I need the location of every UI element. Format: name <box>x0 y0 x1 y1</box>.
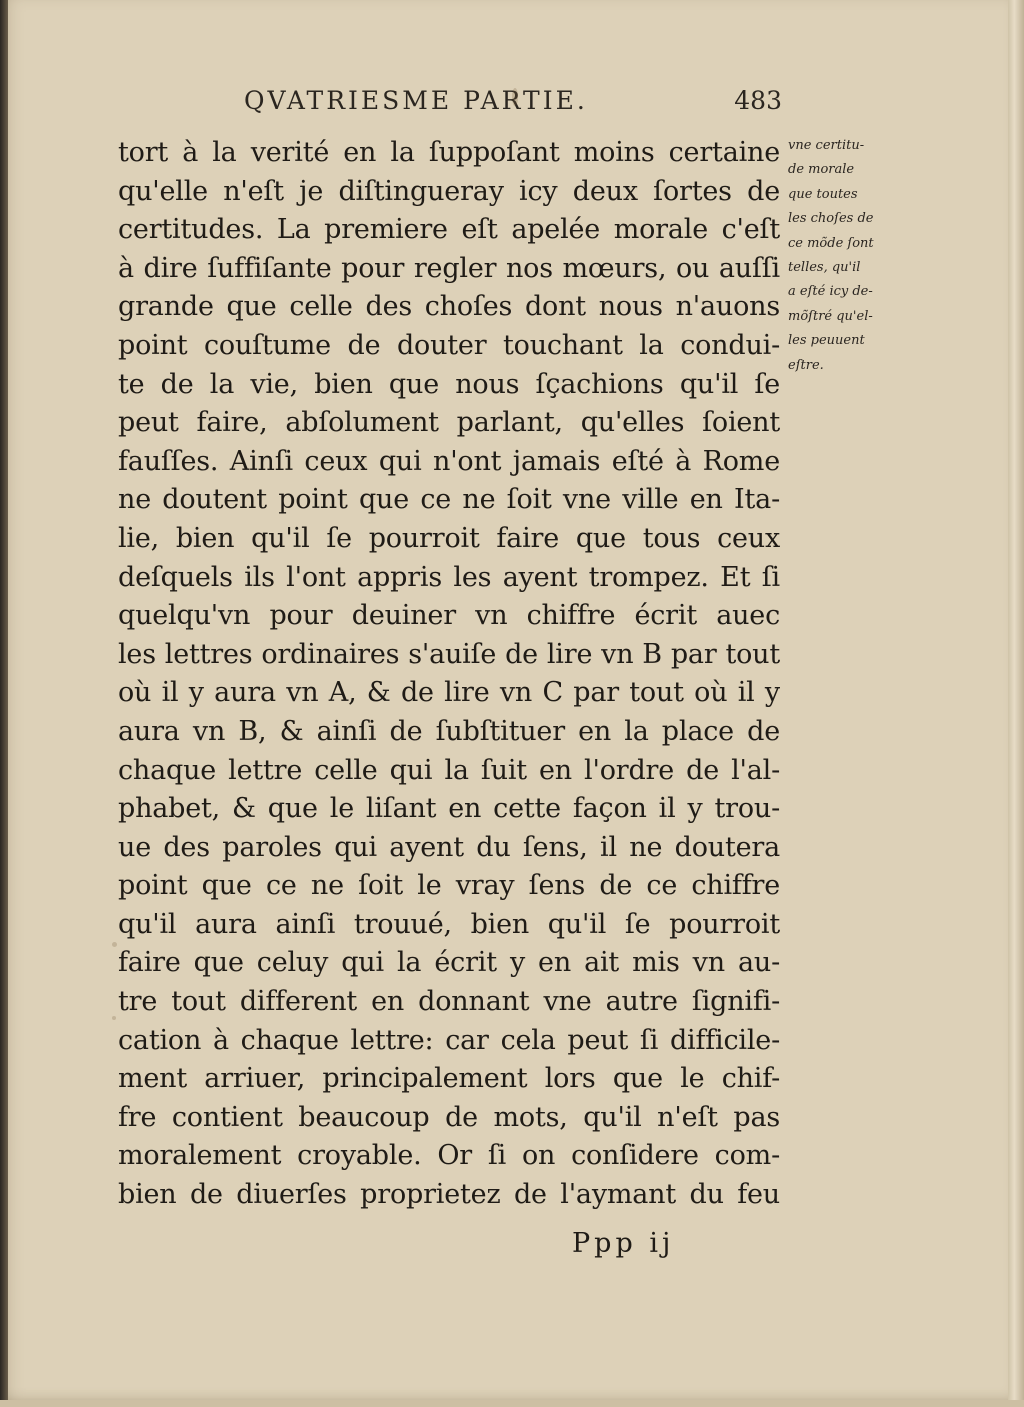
text-line: moralement croyable. Or ſi on conſidere com- <box>118 1140 780 1172</box>
margin-note <box>788 134 900 374</box>
margin-note-line: les choſes de <box>788 211 874 227</box>
text-line: faire que celuy qui la écrit y en ait mis vn au- <box>118 947 780 979</box>
text-line: te de la vie, bien que nous ſçachions qu'il ſe <box>118 368 780 400</box>
text-line: cation à chaque lettre: car cela peut ſi difficile- <box>118 1024 780 1056</box>
text-line: peut faire, abſolument parlant, qu'elles ſoient <box>118 407 780 439</box>
margin-note-line: mõſtré qu'el- <box>788 308 873 324</box>
text-line: ne doutent point que ce ne ſoit vne ville en Ita- <box>118 484 780 516</box>
text-line: qu'elle n'eſt je diſtingueray icy deux ſortes de <box>118 175 780 207</box>
text-line: ue des paroles qui ayent du ſens, il ne doutera <box>118 831 780 863</box>
margin-note-line: a eſté icy de- <box>788 284 873 300</box>
margin-note-line: vne certitu- <box>788 138 865 153</box>
text-line: point couſtume de douter touchant la condui- <box>118 329 780 361</box>
text-line: les lettres ordinaires s'auiſe de lire vn B par tout <box>118 638 780 670</box>
margin-note-line: de morale <box>788 162 855 178</box>
text-line: phabet, & que le liſant en cette façon il y trou- <box>118 793 780 825</box>
margin-note-line: que toutes <box>788 186 858 202</box>
running-title: QVATRIESME PARTIE. <box>244 86 588 115</box>
text-line: aura vn B, & ainſi de ſubſtituer en la place de <box>118 715 780 747</box>
text-line: quelqu'vn pour deuiner vn chiffre écrit auec <box>118 600 780 632</box>
text-line: à dire ſuffiſante pour regler nos mœurs, ou auſſi <box>118 252 780 284</box>
body-text <box>118 134 780 1234</box>
margin-note-line: les peuuent <box>788 333 865 349</box>
page-number: 483 <box>734 86 782 115</box>
text-line: tort à la verité en la ſuppoſant moins certaine <box>118 137 780 168</box>
text-line: chaque lettre celle qui la ſuit en l'ordre de l'al- <box>118 754 780 786</box>
text-line: lie, bien qu'il ſe pourroit faire que tous ceux <box>118 522 780 554</box>
text-line: fre contient beaucoup de mots, qu'il n'eſt pas <box>118 1101 780 1133</box>
text-line: deſquels ils l'ont appris les ayent trompez. Et ſi <box>118 561 780 593</box>
text-line: grande que celle des choſes dont nous n'auons <box>118 291 780 323</box>
binding-gutter <box>0 0 8 1400</box>
page-edge-right <box>1008 0 1024 1407</box>
text-line: où il y aura vn A, & de lire vn C par tout où il y <box>118 677 780 709</box>
page-edge-bottom <box>0 1400 1024 1407</box>
paper-speck <box>112 1016 116 1020</box>
margin-note-line: eſtre. <box>788 357 824 373</box>
paper-speck <box>112 942 117 947</box>
margin-note-line: ce mõde ſont <box>788 235 874 251</box>
signature-mark: Ppp ij <box>572 1228 675 1259</box>
text-line: bien de diuerſes proprietez de l'aymant du feu <box>118 1179 780 1211</box>
text-line: point que ce ne ſoit le vray ſens de ce chiffre <box>118 870 780 902</box>
paper-speck <box>512 88 518 106</box>
text-line: ment arriuer, principalement lors que le chif- <box>118 1063 780 1095</box>
text-line: certitudes. La premiere eſt apelée morale c'eſt <box>118 214 780 246</box>
text-line: fauſſes. Ainſi ceux qui n'ont jamais eſté à Rome <box>118 445 780 477</box>
text-line: tre tout different en donnant vne autre ſignifi- <box>118 986 780 1018</box>
margin-note-line: telles, qu'il <box>788 259 861 275</box>
text-line: qu'il aura ainſi trouué, bien qu'il ſe pourroit <box>118 908 780 940</box>
